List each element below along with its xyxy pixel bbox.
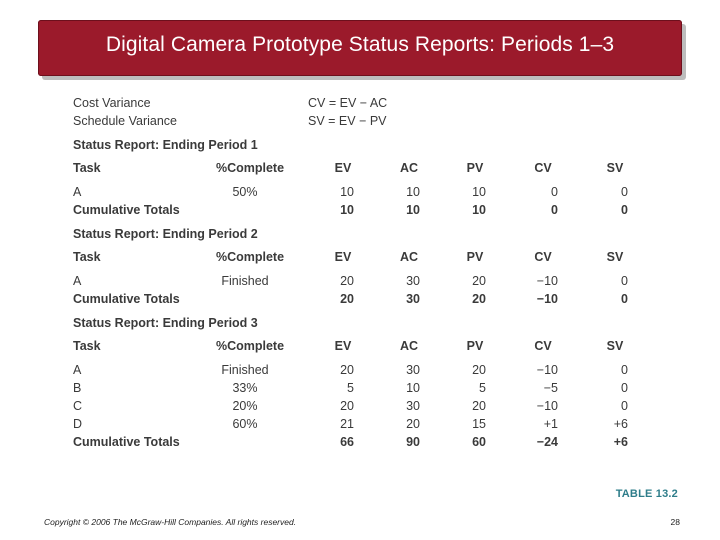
column-header-sv: SV [606, 250, 624, 264]
cell-cv: −10 [536, 274, 558, 288]
cumulative-totals-label: Cumulative Totals [73, 203, 180, 217]
cell-ac: 30 [406, 399, 420, 413]
cell-ac: 30 [406, 274, 420, 288]
cell-complete: 20% [232, 399, 258, 413]
cost-variance-label: Cost Variance [73, 96, 151, 110]
cell-cv: −10 [536, 363, 558, 377]
column-header-pv: PV [466, 161, 484, 175]
column-header-ac: AC [399, 250, 419, 264]
column-header-ac: AC [399, 339, 419, 353]
schedule-variance-label: Schedule Variance [73, 114, 178, 128]
cell-task: A [73, 363, 82, 377]
cell-ac: 10 [406, 185, 420, 199]
column-header-task: Task [73, 339, 101, 353]
period-heading: Status Report: Ending Period 1 [73, 138, 258, 152]
total-cv: −24 [536, 435, 558, 449]
cost-variance-formula: CV = EV − AC [308, 96, 388, 110]
schedule-variance-formula: SV = EV − PV [308, 114, 387, 128]
cell-cv: −5 [543, 381, 558, 395]
column-header-pv: PV [466, 339, 484, 353]
total-cv: −10 [536, 292, 558, 306]
column-header-sv: SV [606, 161, 624, 175]
total-sv: 0 [621, 292, 628, 306]
total-pv: 60 [472, 435, 486, 449]
cell-ev: 10 [340, 185, 354, 199]
total-ac: 90 [406, 435, 420, 449]
cell-sv: 0 [621, 274, 628, 288]
column-header-ev: EV [334, 339, 352, 353]
cell-ev: 20 [340, 363, 354, 377]
cell-task: B [73, 381, 82, 395]
column-header-ac: AC [399, 161, 419, 175]
cell-complete: Finished [221, 274, 269, 288]
total-ev: 20 [340, 292, 354, 306]
total-sv: 0 [621, 203, 628, 217]
total-ac: 10 [406, 203, 420, 217]
total-pv: 10 [472, 203, 486, 217]
column-header-pv: PV [466, 250, 484, 264]
cell-complete: Finished [221, 363, 269, 377]
total-cv: 0 [551, 203, 558, 217]
column-header-complete: %Complete [215, 250, 285, 264]
column-header-ev: EV [334, 250, 352, 264]
cell-cv: +1 [543, 417, 558, 431]
cell-ac: 30 [406, 363, 420, 377]
period-heading: Status Report: Ending Period 3 [73, 316, 258, 330]
cell-task: D [73, 417, 83, 431]
cumulative-totals-label: Cumulative Totals [73, 435, 180, 449]
cell-ev: 21 [340, 417, 354, 431]
column-header-task: Task [73, 250, 101, 264]
column-header-ev: EV [334, 161, 352, 175]
column-header-sv: SV [606, 339, 624, 353]
cell-cv: −10 [536, 399, 558, 413]
cell-sv: 0 [621, 185, 628, 199]
page-number: 28 [670, 517, 680, 527]
total-ac: 30 [406, 292, 420, 306]
cell-ev: 20 [340, 274, 354, 288]
cell-sv: 0 [621, 381, 628, 395]
title-banner [38, 20, 682, 76]
cell-task: A [73, 274, 82, 288]
cell-pv: 15 [472, 417, 486, 431]
cell-sv: 0 [621, 399, 628, 413]
cell-complete: 60% [232, 417, 258, 431]
period-heading: Status Report: Ending Period 2 [73, 227, 258, 241]
cell-pv: 5 [479, 381, 486, 395]
column-header-cv: CV [534, 250, 552, 264]
copyright-footer: Copyright © 2006 The McGraw-Hill Companies. All rights reserved. [44, 517, 297, 527]
cell-complete: 33% [232, 381, 258, 395]
cell-pv: 20 [472, 399, 486, 413]
column-header-complete: %Complete [215, 339, 285, 353]
cell-pv: 10 [472, 185, 486, 199]
cell-sv: 0 [621, 363, 628, 377]
cell-ev: 20 [340, 399, 354, 413]
cell-task: C [73, 399, 83, 413]
cell-pv: 20 [472, 363, 486, 377]
column-header-cv: CV [534, 161, 552, 175]
column-header-task: Task [73, 161, 101, 175]
cell-ac: 20 [406, 417, 420, 431]
total-ev: 10 [340, 203, 354, 217]
total-sv: +6 [613, 435, 628, 449]
table-label: TABLE 13.2 [615, 488, 678, 500]
cell-sv: +6 [613, 417, 628, 431]
cell-cv: 0 [551, 185, 558, 199]
cell-ac: 10 [406, 381, 420, 395]
slide-title: Digital Camera Prototype Status Reports: Periods 1–3 [105, 33, 615, 56]
column-header-complete: %Complete [215, 161, 285, 175]
cell-task: A [73, 185, 82, 199]
cell-complete: 50% [232, 185, 258, 199]
cell-pv: 20 [472, 274, 486, 288]
cell-ev: 5 [347, 381, 354, 395]
column-header-cv: CV [534, 339, 552, 353]
cumulative-totals-label: Cumulative Totals [73, 292, 180, 306]
total-pv: 20 [472, 292, 486, 306]
total-ev: 66 [340, 435, 354, 449]
